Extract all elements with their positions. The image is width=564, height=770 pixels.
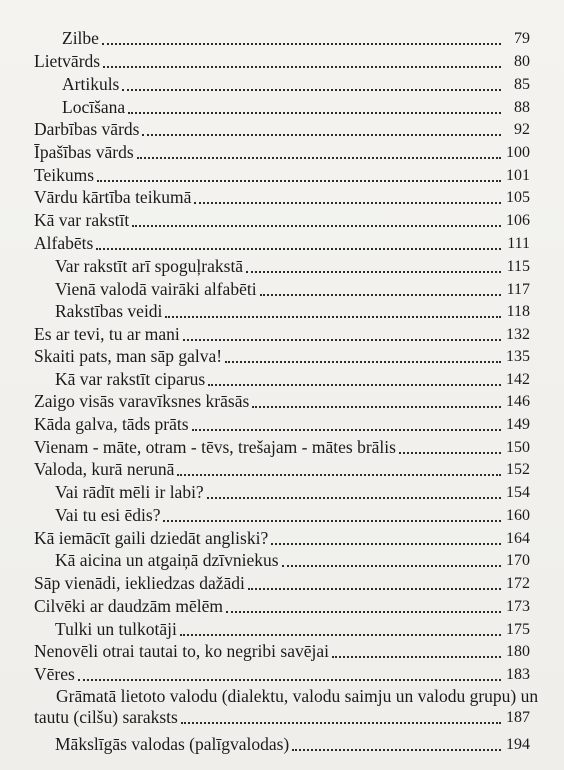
- dot-leader: [260, 294, 501, 296]
- dot-leader: [128, 112, 501, 114]
- toc-entry-title: Vai rādīt mēli ir labi?: [55, 482, 204, 502]
- toc-entry[interactable]: [34, 664, 530, 685]
- dot-leader: [122, 89, 501, 91]
- page-number: 135: [506, 348, 530, 365]
- page-number: 150: [506, 439, 530, 456]
- toc-entry-title: Artikuls: [62, 74, 120, 94]
- dot-leader: [399, 452, 501, 454]
- page-number: 85: [514, 76, 530, 93]
- page-number: 117: [506, 281, 530, 298]
- toc-entry-title: Kā var rakstīt: [34, 210, 130, 230]
- toc-entry-title: Tulki un tulkotāji: [55, 619, 177, 639]
- toc-entry[interactable]: [34, 573, 530, 594]
- page-number: 118: [506, 303, 530, 320]
- toc-entry[interactable]: [34, 51, 530, 72]
- page-number: 79: [514, 30, 530, 47]
- page-number: 152: [506, 461, 530, 478]
- toc-entry[interactable]: [34, 391, 530, 412]
- toc-entry[interactable]: [62, 28, 530, 49]
- toc-entry[interactable]: [55, 619, 530, 640]
- page-number: 142: [506, 371, 530, 388]
- dot-leader: [142, 134, 501, 136]
- toc-entry[interactable]: [62, 74, 530, 95]
- toc-entry-title: Darbības vārds: [34, 119, 140, 139]
- toc-entry-title: Teikums: [34, 165, 95, 185]
- dot-leader: [137, 157, 501, 159]
- toc-entry[interactable]: [34, 142, 530, 163]
- toc-entry[interactable]: [34, 414, 530, 435]
- dot-leader: [181, 722, 501, 724]
- page-number: 172: [506, 575, 530, 592]
- page-number: 175: [506, 621, 530, 638]
- dot-leader: [332, 656, 501, 658]
- dot-leader: [132, 225, 501, 227]
- toc-entry-title: Valoda, kurā nerunā: [34, 459, 175, 479]
- toc-entry-title: Vienam - māte, otram - tēvs, trešajam - mātes brālis: [34, 437, 396, 457]
- dot-leader: [163, 520, 501, 522]
- dot-leader: [292, 749, 501, 751]
- dot-leader: [183, 339, 501, 341]
- page-number: 101: [506, 167, 530, 184]
- dot-leader: [194, 202, 501, 204]
- dot-leader: [78, 679, 501, 681]
- toc-entry[interactable]: [34, 641, 530, 662]
- toc-entry[interactable]: [34, 324, 530, 345]
- page-number: 149: [506, 416, 530, 433]
- dot-leader: [225, 361, 501, 363]
- page-number: 132: [506, 326, 530, 343]
- toc-entry[interactable]: [62, 97, 530, 118]
- toc-entry-title: Grāmatā lietoto valodu (dialektu, valodu saimju un valodu grupu) un: [56, 686, 539, 706]
- toc-entry[interactable]: [34, 528, 530, 549]
- toc-entry[interactable]: [34, 233, 530, 254]
- dot-leader: [252, 406, 501, 408]
- dot-leader: [192, 429, 501, 431]
- toc-entry-title: Var rakstīt arī spoguļrakstā: [55, 256, 244, 276]
- toc-entry[interactable]: [34, 165, 530, 186]
- toc-entry-title: Mākslīgās valodas (palīgvalodas): [55, 734, 290, 754]
- toc-entry-title: Rakstības veidi: [55, 301, 163, 321]
- toc-entry-title: Īpašības vārds: [34, 142, 134, 162]
- toc-entry-title: Zaigo visās varavīksnes krāsās: [34, 391, 250, 411]
- toc-entry[interactable]: [55, 734, 530, 755]
- toc-entry-title: Vienā valodā vairāki alfabēti: [55, 279, 257, 299]
- toc-entry-title: Zilbe: [62, 28, 99, 48]
- page-number: 183: [506, 666, 530, 683]
- page-number: 164: [506, 530, 530, 547]
- page-number: 106: [506, 212, 530, 229]
- dot-leader: [246, 271, 501, 273]
- page-number: 154: [506, 484, 530, 501]
- toc-entry[interactable]: [55, 369, 530, 390]
- toc-entry-title: Sāp vienādi, iekliedzas dažādi: [34, 573, 245, 593]
- toc-entry[interactable]: [55, 301, 530, 322]
- toc-entry-title: Skaiti pats, man sāp galva!: [34, 346, 223, 366]
- toc-entry-title: Vai tu esi ēdis?: [55, 505, 161, 525]
- dot-leader: [102, 43, 501, 45]
- toc-entry-title: tautu (cilšu) saraksts: [34, 707, 178, 727]
- toc-entry[interactable]: [34, 596, 530, 617]
- dot-leader: [103, 66, 501, 68]
- page-number: 88: [514, 99, 530, 116]
- toc-entry[interactable]: [55, 505, 530, 526]
- toc-entry[interactable]: [34, 346, 530, 367]
- page-number: 115: [506, 258, 530, 275]
- dot-leader: [180, 634, 501, 636]
- toc-entry[interactable]: [34, 686, 539, 728]
- toc-entry-title: Vēres: [34, 664, 75, 684]
- dot-leader: [248, 588, 501, 590]
- page-number: 100: [506, 144, 530, 161]
- toc-entry-title: Kā aicina un atgaiņā dzīvniekus: [55, 550, 279, 570]
- dot-leader: [271, 543, 501, 545]
- dot-leader: [282, 565, 501, 567]
- dot-leader: [165, 316, 501, 318]
- toc-entry[interactable]: [55, 256, 530, 277]
- toc-entry-title: Locīšana: [62, 97, 126, 117]
- dot-leader: [207, 497, 501, 499]
- dot-leader: [177, 474, 501, 476]
- page-number: 111: [507, 235, 530, 252]
- page-number: 180: [506, 643, 530, 660]
- toc-entry[interactable]: [34, 119, 530, 140]
- toc-entry-title: Kāda galva, tāds prāts: [34, 414, 189, 434]
- page-number: 170: [506, 552, 530, 569]
- page-number: 92: [514, 121, 530, 138]
- toc-entry[interactable]: [34, 437, 530, 458]
- toc-entry-title: Lietvārds: [34, 51, 101, 71]
- toc-entry-title: Kā var rakstīt ciparus: [55, 369, 206, 389]
- page-number: 105: [506, 189, 530, 206]
- dot-leader: [208, 384, 501, 386]
- toc-entry[interactable]: [34, 210, 530, 231]
- toc-entry[interactable]: [34, 459, 530, 480]
- page-number: 194: [506, 736, 530, 753]
- dot-leader: [97, 180, 501, 182]
- page-number: 160: [506, 507, 530, 524]
- toc-entry[interactable]: [34, 187, 530, 208]
- page-number: 80: [514, 53, 530, 70]
- toc-entry[interactable]: [55, 550, 530, 571]
- dot-leader: [96, 248, 501, 250]
- page-number: 173: [506, 598, 530, 615]
- toc-entry[interactable]: [55, 482, 530, 503]
- toc-entry-title: Alfabēts: [34, 233, 94, 253]
- page-number: 146: [506, 393, 530, 410]
- toc-entry[interactable]: [55, 279, 530, 300]
- toc-entry-title: Cilvēki ar daudzām mēlēm: [34, 596, 224, 616]
- toc-entry-title: Vārdu kārtība teikumā: [34, 187, 192, 207]
- page-number: 187: [506, 709, 530, 726]
- toc-entry-title: Nenovēli otrai tautai to, ko negribi savējai: [34, 641, 329, 661]
- dot-leader: [226, 611, 501, 613]
- toc-entry-title: Kā iemācīt gaili dziedāt angliski?: [34, 528, 269, 548]
- toc-entry-title: Es ar tevi, tu ar mani: [34, 324, 180, 344]
